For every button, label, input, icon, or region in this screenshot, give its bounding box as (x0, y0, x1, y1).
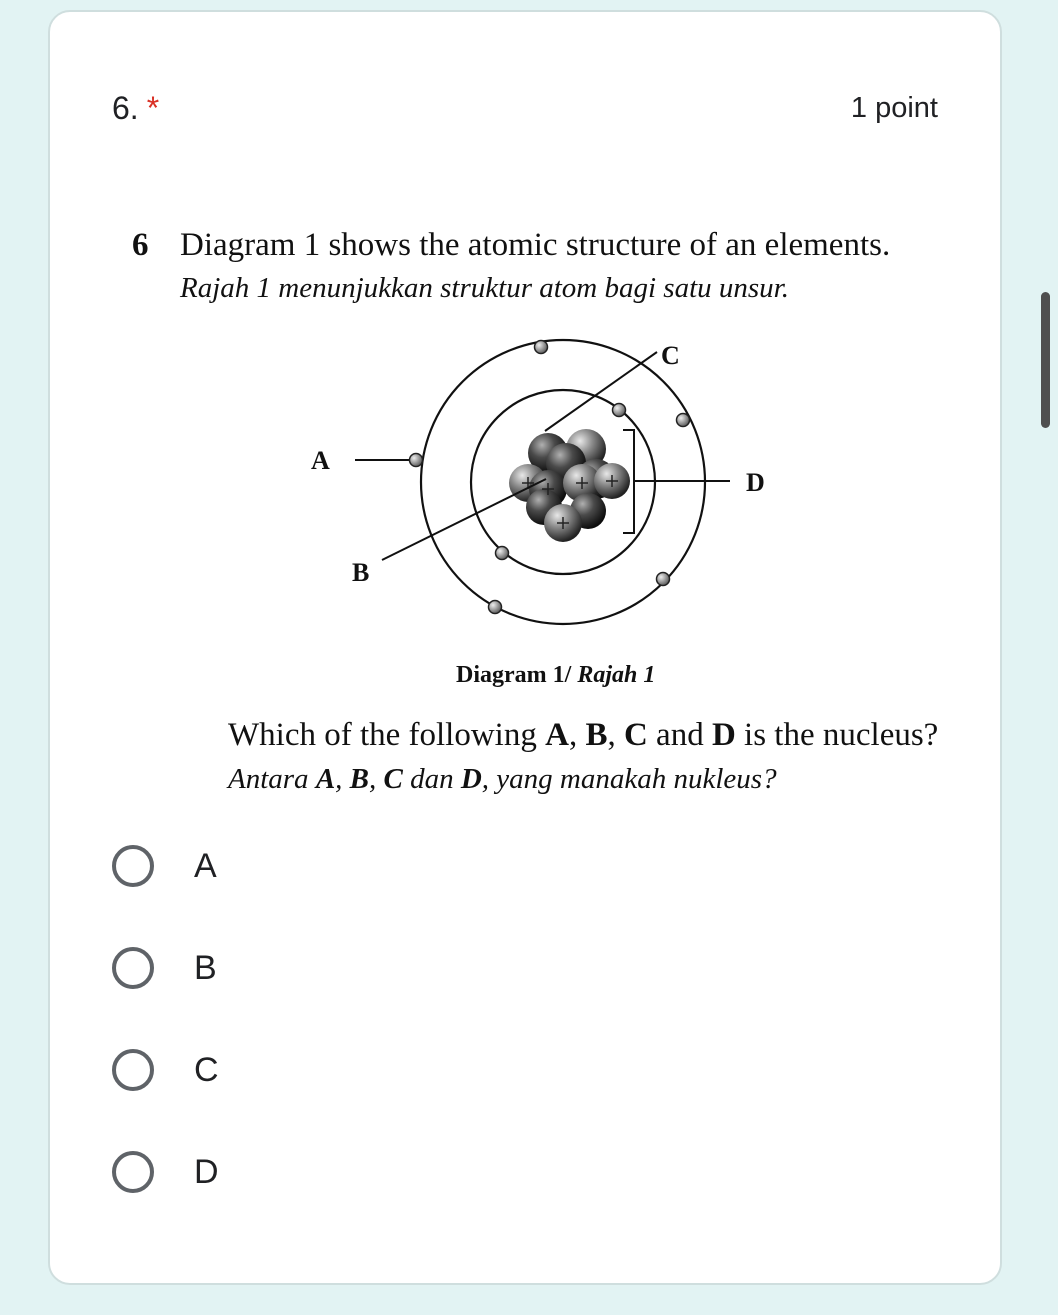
item-number: 6 (132, 227, 149, 263)
option-label[interactable]: B (194, 948, 217, 987)
ask2-d: D (460, 763, 482, 795)
radio-button-icon[interactable] (112, 845, 154, 887)
ask2-c: C (383, 763, 403, 795)
ask2-prefix: Antara (228, 763, 316, 795)
diagram-label-a: A (311, 446, 330, 475)
question-image (130, 217, 939, 817)
ask2-b: B (349, 763, 369, 795)
question-number (112, 90, 159, 127)
required-asterisk: * (146, 90, 160, 126)
caption-italic: Rajah 1 (577, 662, 656, 688)
diagram-caption (456, 662, 655, 689)
option-d[interactable] (110, 1142, 219, 1202)
radio-button-icon[interactable] (112, 1049, 154, 1091)
ask2-sep1: , (335, 763, 350, 795)
ask2-dan: dan (402, 763, 461, 795)
ask-b: B (585, 717, 608, 753)
diagram-label-c: C (661, 341, 680, 370)
question-number-text: 6. (112, 90, 139, 126)
option-label[interactable]: D (194, 1152, 219, 1191)
question-line-malay: Rajah 1 menunjukkan struktur atom bagi satu unsur. (180, 272, 789, 304)
leader-line-c (545, 352, 657, 431)
ask-sep2: , (607, 717, 624, 753)
radio-button-icon[interactable] (112, 947, 154, 989)
ask-d: D (711, 717, 736, 753)
ask-sep1: , (568, 717, 586, 753)
radio-button-icon[interactable] (112, 1151, 154, 1193)
question-line-english: Diagram 1 shows the atomic structure of an elements. (180, 227, 891, 263)
ask-suffix: is the nucleus? (735, 717, 939, 753)
option-a[interactable] (110, 836, 217, 896)
ask-line-malay (228, 763, 777, 796)
ask-prefix: Which of the following (228, 717, 546, 753)
option-label[interactable]: C (194, 1050, 219, 1089)
ask2-a: A (315, 763, 336, 795)
caption-main: Diagram 1/ (456, 662, 572, 688)
ask-a: A (545, 717, 569, 753)
scrollbar-thumb[interactable] (1041, 292, 1050, 428)
leader-line-b (382, 479, 546, 560)
option-b[interactable] (110, 938, 217, 998)
points-label: 1 point (850, 92, 938, 124)
option-c[interactable] (110, 1040, 219, 1100)
nucleus (509, 429, 630, 542)
ask-and: and (647, 717, 712, 753)
diagram-label-b: B (352, 558, 370, 587)
question-card (48, 10, 1002, 1285)
option-label[interactable]: A (194, 846, 217, 885)
ask-line-english (228, 717, 938, 754)
ask-c: C (623, 717, 648, 753)
diagram-label-d: D (746, 468, 765, 497)
ask2-suffix: , yang manakah nukleus? (481, 763, 777, 795)
ask2-sep2: , (369, 763, 384, 795)
